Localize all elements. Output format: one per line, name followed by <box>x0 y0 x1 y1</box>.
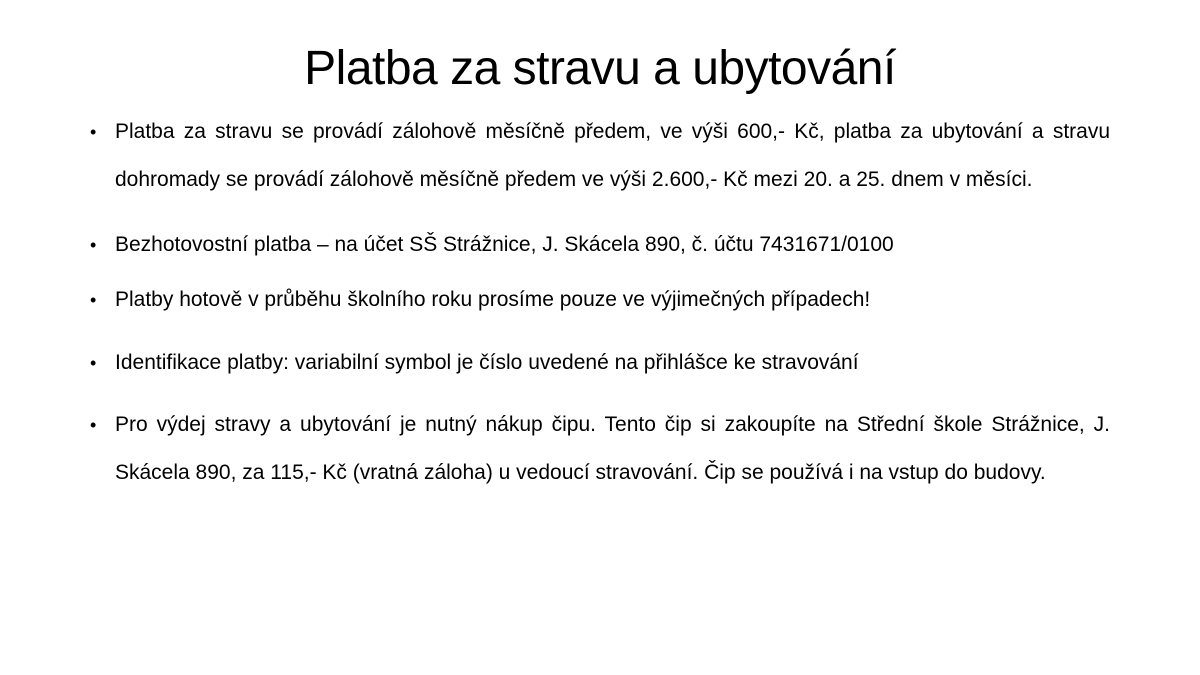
bullet-text: Platby hotově v průběhu školního roku prosíme pouze ve výjimečných případech! <box>115 288 871 311</box>
bullet-text: Platba za stravu se provádí zálohově měsíčně předem, ve výši 600,- Kč, platba za ubytování a stravu dohromady se provádí zálohově měsíčně předem ve výši 2.600,- Kč mezi 20. a 25. dnem v měsíci. <box>115 120 1110 191</box>
bullet-item-payment-identification <box>90 339 1110 387</box>
bullet-dot-icon: • <box>90 290 97 310</box>
bullet-dot-icon: • <box>90 353 97 373</box>
bullet-list <box>90 108 1110 497</box>
bullet-text: Bezhotovostní platba – na účet SŠ Strážnice, J. Skácela 890, č. účtu 7431671/0100 <box>115 233 894 256</box>
bullet-text: Identifikace platby: variabilní symbol je číslo uvedené na přihlášce ke stravování <box>115 351 859 374</box>
bullet-item-meal-payment <box>90 108 1110 204</box>
slide-title: Platba za stravu a ubytování <box>304 42 896 95</box>
bullet-item-chip-purchase <box>90 401 1110 497</box>
bullet-item-cash-payment <box>90 276 1110 324</box>
bullet-dot-icon: • <box>90 235 97 255</box>
bullet-dot-icon: • <box>90 415 97 435</box>
bullet-dot-icon: • <box>90 122 97 142</box>
bullet-item-bank-transfer <box>90 221 1110 269</box>
bullet-text: Pro výdej stravy a ubytování je nutný nákup čipu. Tento čip si zakoupíte na Střední škole Strážnice, J. Skácela 890, za 115,- Kč (vratná záloha) u vedoucí stravování. Čip se používá i na vstup do budovy. <box>115 413 1110 484</box>
